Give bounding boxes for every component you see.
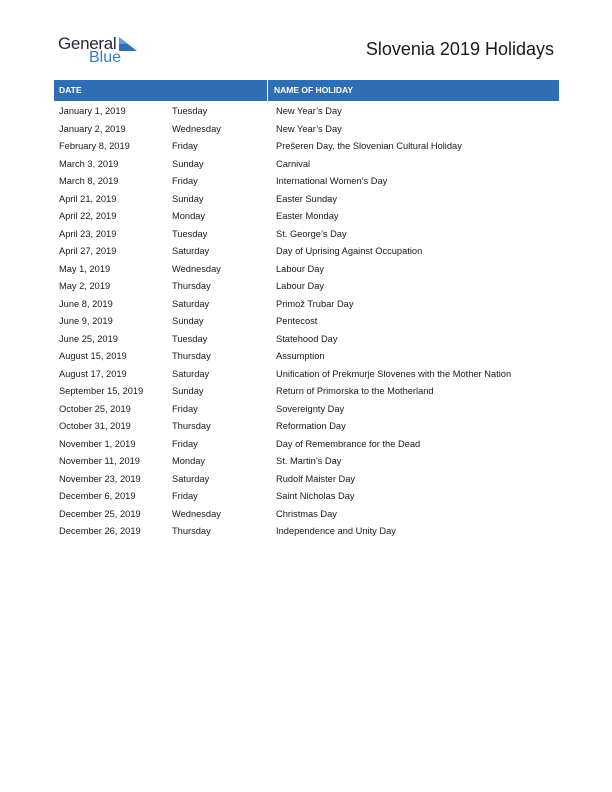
- holiday-weekday: Thursday: [172, 351, 211, 361]
- holiday-date: November 1, 2019: [59, 438, 136, 449]
- table-row: [54, 278, 559, 296]
- holiday-weekday: Friday: [172, 176, 198, 186]
- holiday-date: April 23, 2019: [59, 228, 117, 239]
- holiday-date: December 25, 2019: [59, 508, 141, 519]
- table-row: [54, 383, 559, 401]
- holiday-name: Day of Uprising Against Occupation: [276, 246, 423, 256]
- holiday-date: April 22, 2019: [59, 211, 117, 221]
- holiday-name: St. Martin’s Day: [276, 456, 342, 466]
- table-row: [54, 331, 559, 349]
- logo-general-text: General: [58, 34, 117, 53]
- holiday-weekday: Sunday: [172, 386, 204, 396]
- holiday-weekday: Friday: [172, 491, 198, 501]
- holiday-name: Reformation Day: [276, 421, 346, 431]
- holiday-name: Labour Day: [276, 281, 325, 291]
- table-row: [54, 156, 559, 174]
- holiday-weekday: Tuesday: [172, 106, 208, 116]
- holiday-name: Independence and Unity Day: [276, 526, 396, 536]
- holiday-date: February 8, 2019: [59, 141, 130, 151]
- holiday-name: Rudolf Maister Day: [276, 473, 356, 484]
- holiday-name: Christmas Day: [276, 508, 337, 519]
- logo-blue-text: Blue: [89, 49, 122, 66]
- holiday-weekday: Monday: [172, 211, 206, 221]
- holiday-date: December 26, 2019: [59, 526, 141, 536]
- column-header-date: DATE: [54, 80, 268, 101]
- table-row: [54, 173, 559, 191]
- holiday-name: Assumption: [276, 351, 325, 361]
- holiday-weekday: Wednesday: [172, 263, 221, 274]
- holiday-date: November 11, 2019: [59, 456, 140, 466]
- holiday-date: June 8, 2019: [59, 298, 113, 309]
- logo: [58, 35, 148, 67]
- holiday-name: Primož Trubar Day: [276, 298, 354, 309]
- holiday-date: January 1, 2019: [59, 106, 126, 116]
- holiday-name: Saint Nicholas Day: [276, 491, 355, 501]
- holiday-weekday: Wednesday: [172, 123, 221, 134]
- holiday-name: Prešeren Day, the Slovenian Cultural Holiday: [276, 141, 462, 151]
- table-row: [54, 506, 559, 524]
- table-row: [54, 523, 559, 541]
- table-row: [54, 401, 559, 419]
- holiday-name: New Year’s Day: [276, 106, 342, 116]
- table-row: [54, 296, 559, 314]
- holiday-date: March 3, 2019: [59, 158, 119, 169]
- holiday-weekday: Thursday: [172, 281, 211, 291]
- holiday-weekday: Wednesday: [172, 508, 221, 519]
- table-row: [54, 488, 559, 506]
- holiday-name: Return of Primorska to the Motherland: [276, 386, 434, 396]
- holiday-weekday: Sunday: [172, 193, 204, 204]
- logo-triangle-icon: [119, 37, 137, 51]
- holiday-name: New Year’s Day: [276, 123, 342, 134]
- holiday-date: April 21, 2019: [59, 193, 117, 204]
- table-row: [54, 103, 559, 121]
- table-row: [54, 226, 559, 244]
- holiday-table: [54, 80, 559, 541]
- holiday-weekday: Saturday: [172, 473, 210, 484]
- holiday-weekday: Sunday: [172, 316, 204, 326]
- holiday-weekday: Thursday: [172, 526, 211, 536]
- holiday-name: Unification of Prekmurje Slovenes with the Mother Nation: [276, 368, 512, 379]
- holiday-name: Easter Monday: [276, 211, 339, 221]
- holiday-name: Pentecost: [276, 316, 318, 326]
- holiday-date: June 9, 2019: [59, 316, 113, 326]
- holiday-name: Easter Sunday: [276, 193, 337, 204]
- table-row: [54, 366, 559, 384]
- holiday-weekday: Tuesday: [172, 333, 208, 344]
- holiday-date: June 25, 2019: [59, 333, 118, 344]
- holiday-name: Labour Day: [276, 263, 325, 274]
- holiday-weekday: Saturday: [172, 368, 210, 379]
- table-row: [54, 313, 559, 331]
- holiday-date: May 1, 2019: [59, 263, 111, 274]
- table-row: [54, 243, 559, 261]
- table-row: [54, 471, 559, 489]
- holiday-weekday: Monday: [172, 456, 206, 466]
- table-row: [54, 418, 559, 436]
- table-header: [54, 80, 559, 101]
- holiday-date: October 31, 2019: [59, 421, 131, 431]
- holiday-weekday: Tuesday: [172, 228, 208, 239]
- holiday-date: November 23, 2019: [59, 473, 141, 484]
- holiday-weekday: Thursday: [172, 421, 211, 431]
- holiday-date: August 15, 2019: [59, 351, 127, 361]
- table-row: [54, 453, 559, 471]
- holiday-date: December 6, 2019: [59, 491, 136, 501]
- table-row: [54, 138, 559, 156]
- holiday-name: Sovereignty Day: [276, 403, 345, 414]
- table-row: [54, 208, 559, 226]
- holiday-date: September 15, 2019: [59, 386, 144, 396]
- column-header-holiday-name: NAME OF HOLIDAY: [274, 85, 354, 95]
- holiday-name: St. George’s Day: [276, 228, 347, 239]
- holiday-date: October 25, 2019: [59, 403, 131, 414]
- holiday-name: Statehood Day: [276, 333, 338, 344]
- table-row: [54, 348, 559, 366]
- holiday-date: August 17, 2019: [59, 368, 127, 379]
- holiday-weekday: Saturday: [172, 298, 210, 309]
- table-row: [54, 191, 559, 209]
- holiday-date: January 2, 2019: [59, 123, 126, 134]
- holiday-weekday: Saturday: [172, 246, 210, 256]
- holiday-date: May 2, 2019: [59, 281, 111, 291]
- holiday-date: March 8, 2019: [59, 176, 119, 186]
- holiday-date: April 27, 2019: [59, 246, 117, 256]
- page-title: Slovenia 2019 Holidays: [365, 39, 554, 59]
- table-row: [54, 121, 559, 139]
- holiday-name: International Women’s Day: [276, 176, 388, 186]
- holiday-weekday: Friday: [172, 403, 198, 414]
- table-row: [54, 261, 559, 279]
- table-row: [54, 436, 559, 454]
- holiday-name: Carnival: [276, 158, 311, 169]
- holiday-weekday: Friday: [172, 141, 198, 151]
- holiday-name: Day of Remembrance for the Dead: [276, 438, 421, 449]
- table-body: [54, 103, 559, 541]
- holiday-weekday: Sunday: [172, 158, 204, 169]
- holiday-weekday: Friday: [172, 438, 198, 449]
